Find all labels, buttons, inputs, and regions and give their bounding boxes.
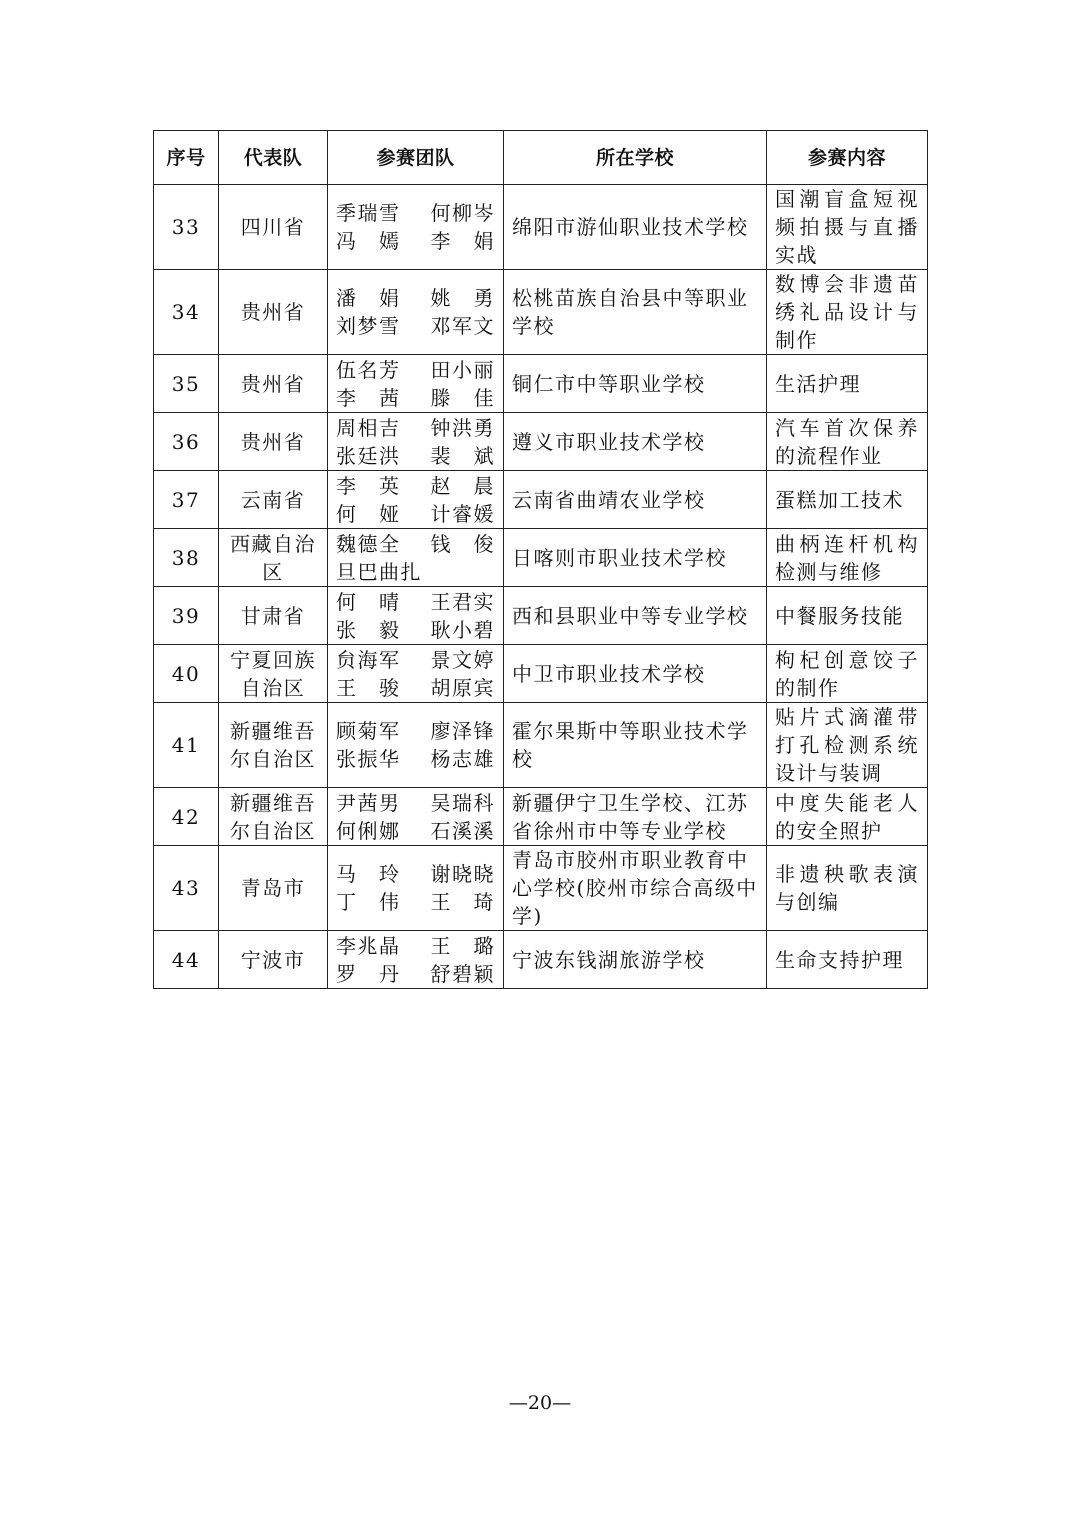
member-name: 王君实 [430, 589, 495, 614]
competition-content: 汽车首次保养的流程作业 [767, 413, 928, 471]
table-row [154, 355, 928, 413]
header-no: 序号 [154, 131, 219, 185]
member-line [336, 284, 495, 312]
member-name: 廖泽锋 [430, 719, 495, 743]
row-number: 34 [154, 270, 219, 355]
team-members [328, 355, 504, 413]
member-name: 田小丽 [430, 357, 495, 382]
team-members [328, 270, 504, 355]
competition-content: 生命支持护理 [767, 931, 928, 989]
table-row [154, 587, 928, 645]
team-name: 宁波市 [219, 931, 328, 989]
member-name: 罗 丹 [336, 961, 401, 986]
member-name: 马 玲 [336, 862, 401, 886]
table-row [154, 788, 928, 846]
row-number: 36 [154, 413, 219, 471]
competition-content: 生活护理 [767, 355, 928, 413]
team-name: 贵州省 [219, 355, 328, 413]
member-name: 何柳岑 [430, 201, 495, 225]
member-line [336, 789, 495, 817]
member-name: 刘梦雪 [336, 314, 401, 338]
school-name: 中卫市职业技术学校 [504, 645, 767, 703]
school-name: 松桃苗族自治县中等职业学校 [504, 270, 767, 355]
member-name: 旦巴曲扎 [336, 559, 422, 584]
competition-content: 数博会非遗苗绣礼品设计与制作 [767, 270, 928, 355]
member-name: 杨志雄 [430, 747, 495, 771]
team-members [328, 788, 504, 846]
table-row [154, 931, 928, 989]
member-line [336, 616, 495, 644]
school-name: 青岛市胶州市职业教育中心学校(胶州市综合高级中学) [504, 846, 767, 931]
member-line [336, 442, 495, 470]
school-name: 霍尔果斯中等职业技术学校 [504, 703, 767, 788]
row-number: 35 [154, 355, 219, 413]
school-name: 新疆伊宁卫生学校、江苏省徐州市中等专业学校 [504, 788, 767, 846]
member-line [336, 646, 495, 674]
member-line [336, 384, 495, 412]
member-name: 石溪溪 [430, 818, 495, 843]
member-name: 胡原宾 [430, 675, 495, 700]
member-line [336, 860, 495, 888]
table-row [154, 703, 928, 788]
member-line [336, 745, 495, 773]
member-name: 李兆晶 [336, 933, 401, 958]
school-name: 铜仁市中等职业学校 [504, 355, 767, 413]
school-name: 宁波东钱湖旅游学校 [504, 931, 767, 989]
table-header [154, 131, 928, 185]
school-name: 绵阳市游仙职业技术学校 [504, 185, 767, 270]
member-name: 舒碧颖 [430, 961, 495, 986]
team-members [328, 703, 504, 788]
member-name: 裴 斌 [430, 443, 495, 468]
team-name: 贵州省 [219, 270, 328, 355]
member-name: 周相吉 [336, 415, 401, 440]
team-name: 宁夏回族自治区 [219, 645, 328, 703]
competition-content: 非遗秧歌表演与创编 [767, 846, 928, 931]
competition-content: 中度失能老人的安全照护 [767, 788, 928, 846]
member-name: 顾菊军 [336, 719, 401, 743]
team-members [328, 529, 504, 587]
table-row [154, 270, 928, 355]
team-members [328, 931, 504, 989]
table-row [154, 846, 928, 931]
member-name: 计睿媛 [430, 501, 495, 526]
table-row [154, 529, 928, 587]
member-line [336, 717, 495, 745]
participant-table [153, 130, 928, 989]
team-members [328, 413, 504, 471]
member-line [336, 472, 495, 500]
team-members [328, 185, 504, 270]
member-name: 姚 勇 [430, 286, 495, 310]
team-members [328, 645, 504, 703]
row-number: 40 [154, 645, 219, 703]
team-name: 四川省 [219, 185, 328, 270]
team-members [328, 587, 504, 645]
member-name: 赵 晨 [430, 473, 495, 498]
header-team: 代表队 [219, 131, 328, 185]
row-number: 37 [154, 471, 219, 529]
member-name: 李 娟 [430, 229, 495, 253]
table-row [154, 185, 928, 270]
member-name: 王 骏 [336, 675, 401, 700]
table-body [154, 185, 928, 989]
team-name: 新疆维吾尔自治区 [219, 703, 328, 788]
member-name: 何 晴 [336, 589, 401, 614]
row-number: 38 [154, 529, 219, 587]
member-name: 邓军文 [430, 314, 495, 338]
team-members [328, 471, 504, 529]
competition-content: 曲柄连杆机构检测与维修 [767, 529, 928, 587]
team-members [328, 846, 504, 931]
member-line [336, 674, 495, 702]
school-name: 日喀则市职业技术学校 [504, 529, 767, 587]
competition-content: 中餐服务技能 [767, 587, 928, 645]
member-line [336, 530, 495, 558]
competition-content: 枸杞创意饺子的制作 [767, 645, 928, 703]
member-name: 潘 娟 [336, 286, 401, 310]
member-line [336, 960, 495, 988]
team-name: 新疆维吾尔自治区 [219, 788, 328, 846]
member-name: 谢晓晓 [430, 862, 495, 886]
competition-content: 国潮盲盒短视频拍摄与直播实战 [767, 185, 928, 270]
member-name: 李 英 [336, 473, 401, 498]
team-name: 西藏自治区 [219, 529, 328, 587]
member-name: 何俐娜 [336, 818, 401, 843]
member-name: 钱 俊 [430, 531, 495, 556]
member-line [336, 199, 495, 227]
member-line [336, 356, 495, 384]
competition-content: 贴片式滴灌带打孔检测系统设计与装调 [767, 703, 928, 788]
member-name: 景文婷 [430, 647, 495, 672]
member-name: 吴瑞科 [430, 790, 495, 815]
school-name: 云南省曲靖农业学校 [504, 471, 767, 529]
competition-content: 蛋糕加工技术 [767, 471, 928, 529]
table-row [154, 471, 928, 529]
team-name: 云南省 [219, 471, 328, 529]
page-number: —20— [508, 1392, 572, 1414]
member-line [336, 227, 495, 255]
row-number: 33 [154, 185, 219, 270]
row-number: 44 [154, 931, 219, 989]
member-line [336, 414, 495, 442]
member-name: 冯 嫣 [336, 229, 401, 253]
member-line [336, 312, 495, 340]
member-name: 王 琦 [430, 890, 495, 914]
row-number: 43 [154, 846, 219, 931]
team-name: 甘肃省 [219, 587, 328, 645]
header-school: 所在学校 [504, 131, 767, 185]
member-name: 尹茜男 [336, 790, 401, 815]
header-content: 参赛内容 [767, 131, 928, 185]
school-name: 遵义市职业技术学校 [504, 413, 767, 471]
member-name: 季瑞雪 [336, 201, 401, 225]
row-number: 39 [154, 587, 219, 645]
member-name: 贠海军 [336, 647, 401, 672]
member-name: 滕 佳 [430, 385, 495, 410]
member-line [336, 588, 495, 616]
member-name: 张振华 [336, 747, 401, 771]
table-row [154, 645, 928, 703]
member-name: 张 毅 [336, 617, 401, 642]
member-line [336, 500, 495, 528]
member-name: 何 娅 [336, 501, 401, 526]
team-name: 青岛市 [219, 846, 328, 931]
member-name: 伍名芳 [336, 357, 401, 382]
member-line [336, 932, 495, 960]
table-row [154, 413, 928, 471]
row-number: 42 [154, 788, 219, 846]
team-name: 贵州省 [219, 413, 328, 471]
member-name: 钟洪勇 [430, 415, 495, 440]
member-line [336, 817, 495, 845]
member-name: 张廷洪 [336, 443, 401, 468]
row-number: 41 [154, 703, 219, 788]
member-name: 耿小碧 [430, 617, 495, 642]
member-name: 魏德全 [336, 531, 401, 556]
member-name: 丁 伟 [336, 890, 401, 914]
header-members: 参赛团队 [328, 131, 504, 185]
header-row [154, 131, 928, 185]
member-line [336, 888, 495, 916]
school-name: 西和县职业中等专业学校 [504, 587, 767, 645]
member-name: 王 璐 [430, 933, 495, 958]
member-line [336, 558, 495, 586]
member-name: 李 茜 [336, 385, 401, 410]
